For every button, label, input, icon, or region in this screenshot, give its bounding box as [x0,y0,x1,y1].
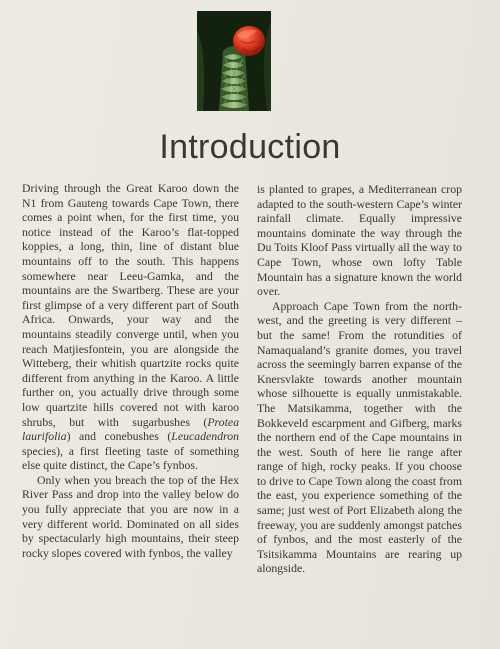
paragraph [22,181,239,473]
text-run: ) and conebushes ( [66,429,172,444]
protea-flower-image [197,11,271,111]
right-text-column [257,182,462,576]
paragraph: Only when you breach the top of the Hex River Pass and drop into the valley below do you fully appreciate that you are now in a very different world. Dominated on all sides by spectacularly high mountains, their steep rocky slopes covered with fynbos, the valley [22,472,239,560]
genus-name: Leucadendron [171,429,239,444]
species-name: Protea laurifolia [22,414,239,444]
text-run: Driving through the Great Karoo down the N1 from Gauteng towards Cape Town, there comes a point when, for the first time, you notice instead of the Karoo’s flat-topped koppies, a long, thin, line of distant blue mountains off to the south. This happens somewhere near Leeu-Gamka, and the mountains are the Swartberg. These are your first glimpse of a very different part of South Africa. Onwards, your way and the mountains steadily converge until, when you reach Matjiesfontein, you are alongside the Witteberg, their whitish quartzite rocks quite different from anything in the Karoo. A little further on, you actually drive through some low quartzite hills covered not with karoo shrubs, but with sugarbushes ( [22,181,239,429]
left-text-column [22,181,239,560]
paragraph: Approach Cape Town from the north-west, and the greeting is very different – but the same! From the rotundities of Namaqualand’s granite domes, you travel across the seemingly barren expanse of the Knersvlakte towards another mountain whose silhouette is equally unmistakable. The Matsikamma, together with the Bokkeveld escarpment and Gifberg, marks the northern end of the Cape mountains in the west. South of here lie range after range of high, rocky peaks. If you choose to drive to Cape Town along the coast from the east, you experience something of the same; just west of Port Elizabeth along the freeway, you are suddenly amongst patches of fynbos, and the most easterly of the Tsitsikamma Mountains are rearing up alongside. [257,298,462,576]
text-run: species), a first fleeting taste of something else quite distinct, the Cape’s fynbos. [22,443,239,473]
paragraph: is planted to grapes, a Mediterranean crop adapted to the south-western Cape’s winter rainfall climate. Equally impressive mountains dominate the way through the Du Toits Kloof Pass virtually all the way to Cape Town, whose own lofty Table Mountain has a signature known the world over. [257,182,462,299]
page-title: Introduction [159,128,341,166]
protea-flower-photo [197,11,271,111]
